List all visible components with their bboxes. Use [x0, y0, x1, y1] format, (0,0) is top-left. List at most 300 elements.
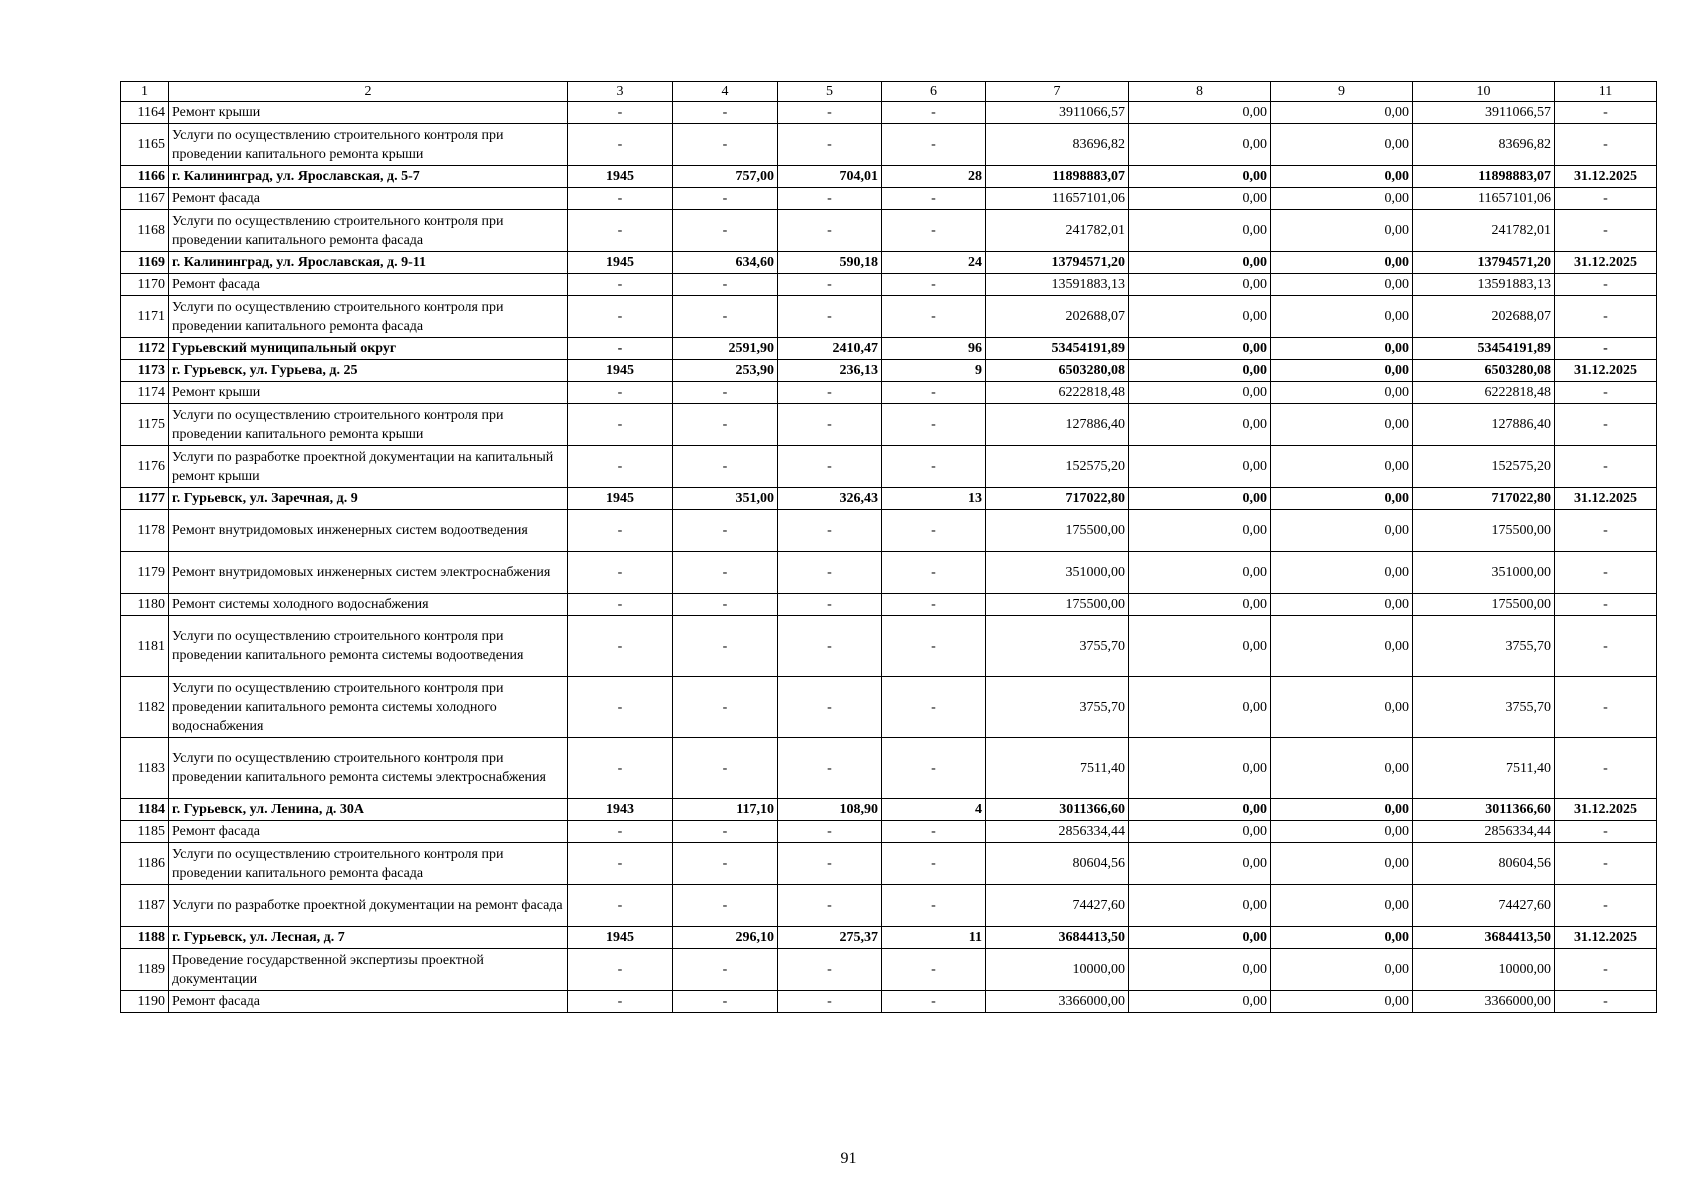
item-name-cell: Гурьевский муниципальный округ: [169, 338, 568, 360]
total-cost-cell: 175500,00: [986, 510, 1129, 552]
fund-cost-cell: 0,00: [1129, 296, 1271, 338]
budget-cost-cell: 0,00: [1271, 274, 1413, 296]
completion-date-cell: 31.12.2025: [1555, 252, 1657, 274]
fund-cost-cell: 0,00: [1129, 510, 1271, 552]
table-row: [121, 210, 1657, 252]
living-area-cell: -: [778, 991, 882, 1013]
header-cell: 7: [986, 82, 1129, 102]
budget-cost-cell: 0,00: [1271, 404, 1413, 446]
total-area-cell: 117,10: [673, 799, 778, 821]
completion-date-cell: 31.12.2025: [1555, 166, 1657, 188]
owners-cost-cell: 202688,07: [1413, 296, 1555, 338]
year-cell: -: [568, 338, 673, 360]
budget-cost-cell: 0,00: [1271, 124, 1413, 166]
header-cell: 3: [568, 82, 673, 102]
residents-cell: 24: [882, 252, 986, 274]
living-area-cell: 326,43: [778, 488, 882, 510]
residents-cell: -: [882, 949, 986, 991]
table-row: [121, 991, 1657, 1013]
item-name-cell: г. Гурьевск, ул. Гурьева, д. 25: [169, 360, 568, 382]
year-cell: -: [568, 991, 673, 1013]
row-number-cell: 1165: [121, 124, 169, 166]
year-cell: 1945: [568, 488, 673, 510]
total-area-cell: 634,60: [673, 252, 778, 274]
row-number-cell: 1172: [121, 338, 169, 360]
total-cost-cell: 175500,00: [986, 594, 1129, 616]
completion-date-cell: -: [1555, 594, 1657, 616]
year-cell: -: [568, 738, 673, 799]
residents-cell: -: [882, 188, 986, 210]
header-cell: 8: [1129, 82, 1271, 102]
budget-cost-cell: 0,00: [1271, 677, 1413, 738]
header-row: [121, 82, 1657, 102]
fund-cost-cell: 0,00: [1129, 885, 1271, 927]
year-cell: -: [568, 188, 673, 210]
row-number-cell: 1188: [121, 927, 169, 949]
row-number-cell: 1181: [121, 616, 169, 677]
fund-cost-cell: 0,00: [1129, 210, 1271, 252]
total-cost-cell: 11898883,07: [986, 166, 1129, 188]
year-cell: -: [568, 446, 673, 488]
residents-cell: 13: [882, 488, 986, 510]
table-row: [121, 738, 1657, 799]
fund-cost-cell: 0,00: [1129, 799, 1271, 821]
living-area-cell: -: [778, 738, 882, 799]
row-number-cell: 1176: [121, 446, 169, 488]
item-name-cell: г. Калининград, ул. Ярославская, д. 5-7: [169, 166, 568, 188]
owners-cost-cell: 2856334,44: [1413, 821, 1555, 843]
fund-cost-cell: 0,00: [1129, 360, 1271, 382]
living-area-cell: 275,37: [778, 927, 882, 949]
header-cell: 1: [121, 82, 169, 102]
total-cost-cell: 53454191,89: [986, 338, 1129, 360]
total-area-cell: -: [673, 594, 778, 616]
row-number-cell: 1183: [121, 738, 169, 799]
completion-date-cell: -: [1555, 738, 1657, 799]
row-number-cell: 1187: [121, 885, 169, 927]
fund-cost-cell: 0,00: [1129, 252, 1271, 274]
table-row: [121, 274, 1657, 296]
row-number-cell: 1178: [121, 510, 169, 552]
year-cell: 1943: [568, 799, 673, 821]
item-name-cell: г. Гурьевск, ул. Лесная, д. 7: [169, 927, 568, 949]
fund-cost-cell: 0,00: [1129, 382, 1271, 404]
living-area-cell: -: [778, 616, 882, 677]
row-number-cell: 1179: [121, 552, 169, 594]
item-name-cell: г. Гурьевск, ул. Заречная, д. 9: [169, 488, 568, 510]
completion-date-cell: -: [1555, 821, 1657, 843]
row-number-cell: 1170: [121, 274, 169, 296]
total-area-cell: -: [673, 102, 778, 124]
residents-cell: -: [882, 616, 986, 677]
residents-cell: -: [882, 404, 986, 446]
owners-cost-cell: 53454191,89: [1413, 338, 1555, 360]
budget-cost-cell: 0,00: [1271, 738, 1413, 799]
item-name-cell: г. Калининград, ул. Ярославская, д. 9-11: [169, 252, 568, 274]
fund-cost-cell: 0,00: [1129, 488, 1271, 510]
residents-cell: -: [882, 510, 986, 552]
living-area-cell: -: [778, 552, 882, 594]
living-area-cell: -: [778, 843, 882, 885]
row-number-cell: 1189: [121, 949, 169, 991]
completion-date-cell: -: [1555, 338, 1657, 360]
owners-cost-cell: 11657101,06: [1413, 188, 1555, 210]
year-cell: -: [568, 552, 673, 594]
year-cell: -: [568, 210, 673, 252]
total-area-cell: 351,00: [673, 488, 778, 510]
total-cost-cell: 13591883,13: [986, 274, 1129, 296]
total-area-cell: -: [673, 210, 778, 252]
year-cell: -: [568, 885, 673, 927]
row-number-cell: 1185: [121, 821, 169, 843]
owners-cost-cell: 175500,00: [1413, 510, 1555, 552]
owners-cost-cell: 241782,01: [1413, 210, 1555, 252]
budget-cost-cell: 0,00: [1271, 821, 1413, 843]
owners-cost-cell: 13591883,13: [1413, 274, 1555, 296]
living-area-cell: -: [778, 188, 882, 210]
living-area-cell: 704,01: [778, 166, 882, 188]
table-row: [121, 404, 1657, 446]
owners-cost-cell: 127886,40: [1413, 404, 1555, 446]
residents-cell: -: [882, 677, 986, 738]
completion-date-cell: -: [1555, 510, 1657, 552]
budget-cost-cell: 0,00: [1271, 488, 1413, 510]
table-row: [121, 296, 1657, 338]
total-area-cell: 253,90: [673, 360, 778, 382]
total-cost-cell: 80604,56: [986, 843, 1129, 885]
residents-cell: -: [882, 124, 986, 166]
item-name-cell: Ремонт фасада: [169, 821, 568, 843]
row-number-cell: 1190: [121, 991, 169, 1013]
row-number-cell: 1168: [121, 210, 169, 252]
item-name-cell: Услуги по осуществлению строительного контроля при проведении капитального ремонта системы водоотведения: [169, 616, 568, 677]
residents-cell: -: [882, 552, 986, 594]
row-number-cell: 1186: [121, 843, 169, 885]
completion-date-cell: -: [1555, 616, 1657, 677]
budget-cost-cell: 0,00: [1271, 188, 1413, 210]
living-area-cell: -: [778, 296, 882, 338]
row-number-cell: 1173: [121, 360, 169, 382]
living-area-cell: -: [778, 404, 882, 446]
fund-cost-cell: 0,00: [1129, 949, 1271, 991]
fund-cost-cell: 0,00: [1129, 594, 1271, 616]
total-area-cell: -: [673, 843, 778, 885]
year-cell: -: [568, 124, 673, 166]
total-cost-cell: 351000,00: [986, 552, 1129, 594]
owners-cost-cell: 74427,60: [1413, 885, 1555, 927]
residents-cell: -: [882, 274, 986, 296]
row-number-cell: 1171: [121, 296, 169, 338]
completion-date-cell: -: [1555, 843, 1657, 885]
budget-cost-cell: 0,00: [1271, 799, 1413, 821]
item-name-cell: г. Гурьевск, ул. Ленина, д. 30А: [169, 799, 568, 821]
table-row: [121, 949, 1657, 991]
year-cell: -: [568, 274, 673, 296]
total-cost-cell: 83696,82: [986, 124, 1129, 166]
completion-date-cell: -: [1555, 382, 1657, 404]
budget-cost-cell: 0,00: [1271, 843, 1413, 885]
budget-cost-cell: 0,00: [1271, 338, 1413, 360]
residents-cell: 4: [882, 799, 986, 821]
row-number-cell: 1166: [121, 166, 169, 188]
row-number-cell: 1169: [121, 252, 169, 274]
item-name-cell: Ремонт крыши: [169, 102, 568, 124]
column-number-header: [121, 82, 1657, 102]
living-area-cell: -: [778, 821, 882, 843]
total-area-cell: -: [673, 188, 778, 210]
row-number-cell: 1177: [121, 488, 169, 510]
living-area-cell: -: [778, 510, 882, 552]
total-area-cell: -: [673, 677, 778, 738]
year-cell: 1945: [568, 166, 673, 188]
total-cost-cell: 3755,70: [986, 677, 1129, 738]
item-name-cell: Ремонт внутридомовых инженерных систем электроснабжения: [169, 552, 568, 594]
completion-date-cell: -: [1555, 677, 1657, 738]
budget-cost-cell: 0,00: [1271, 166, 1413, 188]
fund-cost-cell: 0,00: [1129, 552, 1271, 594]
owners-cost-cell: 6222818,48: [1413, 382, 1555, 404]
total-area-cell: -: [673, 991, 778, 1013]
page-number: 91: [840, 1150, 857, 1167]
year-cell: 1945: [568, 360, 673, 382]
item-name-cell: Ремонт внутридомовых инженерных систем водоотведения: [169, 510, 568, 552]
table-row: [121, 799, 1657, 821]
year-cell: -: [568, 594, 673, 616]
total-cost-cell: 6222818,48: [986, 382, 1129, 404]
year-cell: 1945: [568, 252, 673, 274]
total-area-cell: 757,00: [673, 166, 778, 188]
fund-cost-cell: 0,00: [1129, 616, 1271, 677]
residents-cell: -: [882, 210, 986, 252]
living-area-cell: -: [778, 124, 882, 166]
table-row: [121, 360, 1657, 382]
fund-cost-cell: 0,00: [1129, 738, 1271, 799]
total-cost-cell: 3684413,50: [986, 927, 1129, 949]
owners-cost-cell: 3911066,57: [1413, 102, 1555, 124]
item-name-cell: Услуги по разработке проектной документации на ремонт фасада: [169, 885, 568, 927]
budget-cost-cell: 0,00: [1271, 446, 1413, 488]
owners-cost-cell: 351000,00: [1413, 552, 1555, 594]
total-area-cell: -: [673, 124, 778, 166]
budget-cost-cell: 0,00: [1271, 382, 1413, 404]
fund-cost-cell: 0,00: [1129, 843, 1271, 885]
owners-cost-cell: 3011366,60: [1413, 799, 1555, 821]
total-cost-cell: 3011366,60: [986, 799, 1129, 821]
total-area-cell: -: [673, 382, 778, 404]
owners-cost-cell: 152575,20: [1413, 446, 1555, 488]
fund-cost-cell: 0,00: [1129, 274, 1271, 296]
residents-cell: -: [882, 991, 986, 1013]
owners-cost-cell: 3684413,50: [1413, 927, 1555, 949]
budget-cost-cell: 0,00: [1271, 296, 1413, 338]
row-number-cell: 1167: [121, 188, 169, 210]
row-number-cell: 1175: [121, 404, 169, 446]
owners-cost-cell: 717022,80: [1413, 488, 1555, 510]
completion-date-cell: -: [1555, 102, 1657, 124]
total-area-cell: -: [673, 296, 778, 338]
total-area-cell: -: [673, 446, 778, 488]
living-area-cell: 590,18: [778, 252, 882, 274]
owners-cost-cell: 83696,82: [1413, 124, 1555, 166]
item-name-cell: Услуги по осуществлению строительного контроля при проведении капитального ремонта системы холодного водоснабжения: [169, 677, 568, 738]
owners-cost-cell: 11898883,07: [1413, 166, 1555, 188]
fund-cost-cell: 0,00: [1129, 927, 1271, 949]
residents-cell: 9: [882, 360, 986, 382]
living-area-cell: -: [778, 274, 882, 296]
fund-cost-cell: 0,00: [1129, 166, 1271, 188]
table-row: [121, 677, 1657, 738]
total-area-cell: -: [673, 821, 778, 843]
completion-date-cell: -: [1555, 124, 1657, 166]
capital-repair-table: [120, 81, 1657, 1013]
budget-cost-cell: 0,00: [1271, 594, 1413, 616]
year-cell: -: [568, 616, 673, 677]
table-row: [121, 885, 1657, 927]
total-area-cell: -: [673, 552, 778, 594]
header-cell: 4: [673, 82, 778, 102]
table-row: [121, 510, 1657, 552]
fund-cost-cell: 0,00: [1129, 821, 1271, 843]
row-number-cell: 1182: [121, 677, 169, 738]
table-row: [121, 446, 1657, 488]
table-row: [121, 594, 1657, 616]
table-body: [121, 102, 1657, 1013]
completion-date-cell: -: [1555, 552, 1657, 594]
completion-date-cell: -: [1555, 404, 1657, 446]
owners-cost-cell: 3755,70: [1413, 616, 1555, 677]
table-row: [121, 382, 1657, 404]
fund-cost-cell: 0,00: [1129, 404, 1271, 446]
total-area-cell: -: [673, 738, 778, 799]
completion-date-cell: 31.12.2025: [1555, 799, 1657, 821]
item-name-cell: Услуги по осуществлению строительного контроля при проведении капитального ремонта крыши: [169, 124, 568, 166]
residents-cell: 11: [882, 927, 986, 949]
total-cost-cell: 717022,80: [986, 488, 1129, 510]
total-cost-cell: 13794571,20: [986, 252, 1129, 274]
living-area-cell: 108,90: [778, 799, 882, 821]
item-name-cell: Ремонт крыши: [169, 382, 568, 404]
owners-cost-cell: 13794571,20: [1413, 252, 1555, 274]
budget-cost-cell: 0,00: [1271, 885, 1413, 927]
completion-date-cell: -: [1555, 446, 1657, 488]
living-area-cell: -: [778, 102, 882, 124]
total-cost-cell: 152575,20: [986, 446, 1129, 488]
budget-cost-cell: 0,00: [1271, 510, 1413, 552]
owners-cost-cell: 80604,56: [1413, 843, 1555, 885]
total-cost-cell: 2856334,44: [986, 821, 1129, 843]
fund-cost-cell: 0,00: [1129, 188, 1271, 210]
year-cell: -: [568, 843, 673, 885]
item-name-cell: Ремонт системы холодного водоснабжения: [169, 594, 568, 616]
year-cell: -: [568, 102, 673, 124]
residents-cell: -: [882, 843, 986, 885]
budget-cost-cell: 0,00: [1271, 991, 1413, 1013]
total-area-cell: -: [673, 949, 778, 991]
residents-cell: 96: [882, 338, 986, 360]
residents-cell: -: [882, 102, 986, 124]
row-number-cell: 1184: [121, 799, 169, 821]
year-cell: -: [568, 382, 673, 404]
total-area-cell: -: [673, 404, 778, 446]
residents-cell: -: [882, 296, 986, 338]
completion-date-cell: 31.12.2025: [1555, 927, 1657, 949]
total-cost-cell: 3911066,57: [986, 102, 1129, 124]
item-name-cell: Ремонт фасада: [169, 991, 568, 1013]
residents-cell: -: [882, 382, 986, 404]
completion-date-cell: -: [1555, 274, 1657, 296]
budget-cost-cell: 0,00: [1271, 552, 1413, 594]
living-area-cell: -: [778, 594, 882, 616]
header-cell: 6: [882, 82, 986, 102]
header-cell: 10: [1413, 82, 1555, 102]
header-cell: 9: [1271, 82, 1413, 102]
year-cell: -: [568, 296, 673, 338]
header-cell: 11: [1555, 82, 1657, 102]
item-name-cell: Ремонт фасада: [169, 274, 568, 296]
owners-cost-cell: 3366000,00: [1413, 991, 1555, 1013]
row-number-cell: 1174: [121, 382, 169, 404]
total-cost-cell: 127886,40: [986, 404, 1129, 446]
year-cell: 1945: [568, 927, 673, 949]
table-row: [121, 124, 1657, 166]
total-cost-cell: 3755,70: [986, 616, 1129, 677]
residents-cell: 28: [882, 166, 986, 188]
living-area-cell: -: [778, 885, 882, 927]
year-cell: -: [568, 949, 673, 991]
year-cell: -: [568, 510, 673, 552]
item-name-cell: Услуги по разработке проектной документации на капитальный ремонт крыши: [169, 446, 568, 488]
living-area-cell: 2410,47: [778, 338, 882, 360]
total-cost-cell: 10000,00: [986, 949, 1129, 991]
total-area-cell: -: [673, 274, 778, 296]
living-area-cell: -: [778, 382, 882, 404]
item-name-cell: Ремонт фасада: [169, 188, 568, 210]
total-cost-cell: 74427,60: [986, 885, 1129, 927]
total-cost-cell: 202688,07: [986, 296, 1129, 338]
item-name-cell: Проведение государственной экспертизы проектной документации: [169, 949, 568, 991]
total-cost-cell: 6503280,08: [986, 360, 1129, 382]
residents-cell: -: [882, 446, 986, 488]
table-row: [121, 821, 1657, 843]
living-area-cell: -: [778, 446, 882, 488]
table-row: [121, 188, 1657, 210]
row-number-cell: 1164: [121, 102, 169, 124]
year-cell: -: [568, 821, 673, 843]
budget-cost-cell: 0,00: [1271, 210, 1413, 252]
total-cost-cell: 11657101,06: [986, 188, 1129, 210]
year-cell: -: [568, 404, 673, 446]
table-row: [121, 166, 1657, 188]
item-name-cell: Услуги по осуществлению строительного контроля при проведении капитального ремонта крыши: [169, 404, 568, 446]
completion-date-cell: -: [1555, 991, 1657, 1013]
owners-cost-cell: 175500,00: [1413, 594, 1555, 616]
table-row: [121, 102, 1657, 124]
budget-cost-cell: 0,00: [1271, 252, 1413, 274]
item-name-cell: Услуги по осуществлению строительного контроля при проведении капитального ремонта фасада: [169, 296, 568, 338]
living-area-cell: -: [778, 677, 882, 738]
total-area-cell: -: [673, 510, 778, 552]
residents-cell: -: [882, 594, 986, 616]
total-area-cell: 296,10: [673, 927, 778, 949]
owners-cost-cell: 7511,40: [1413, 738, 1555, 799]
total-cost-cell: 7511,40: [986, 738, 1129, 799]
item-name-cell: Услуги по осуществлению строительного контроля при проведении капитального ремонта системы электроснабжения: [169, 738, 568, 799]
year-cell: -: [568, 677, 673, 738]
table-row: [121, 252, 1657, 274]
completion-date-cell: -: [1555, 188, 1657, 210]
table-row: [121, 552, 1657, 594]
fund-cost-cell: 0,00: [1129, 124, 1271, 166]
